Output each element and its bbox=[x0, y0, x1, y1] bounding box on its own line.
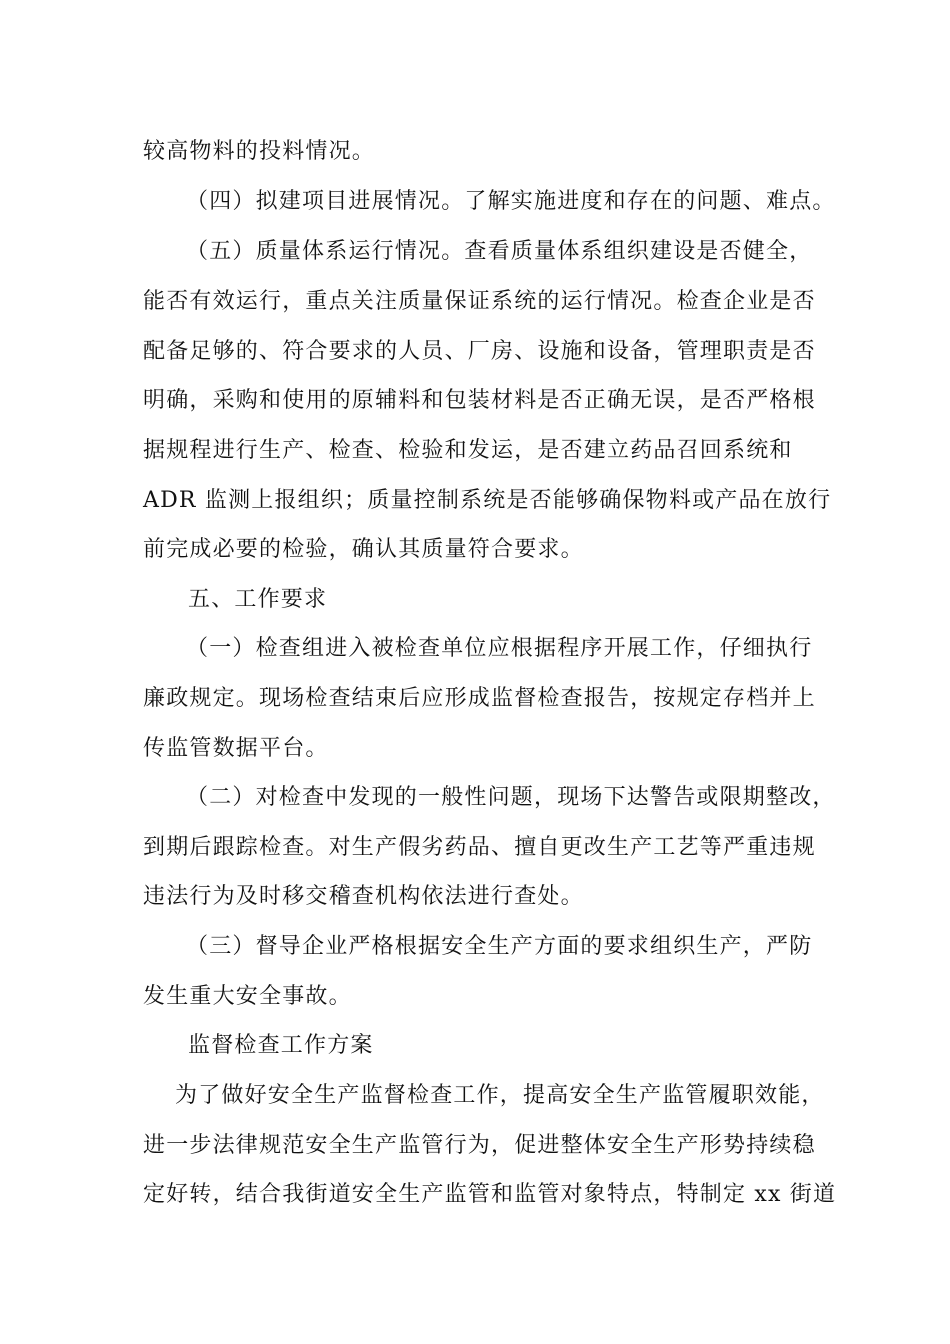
requirement-two-line: （二）对检查中发现的一般性问题，现场下达警告或限期整改， bbox=[186, 785, 836, 810]
body-text-line: 能否有效运行，重点关注质量保证系统的运行情况。检查企业是否 bbox=[143, 289, 816, 314]
body-text-line: 到期后跟踪检查。对生产假劣药品、擅自更改生产工艺等严重违规 bbox=[143, 835, 816, 860]
body-text-line: 据规程进行生产、检查、检验和发运，是否建立药品召回系统和 bbox=[143, 438, 793, 463]
body-text-line: 廉政规定。现场检查结束后应形成监督检查报告，按规定存档并上 bbox=[143, 686, 816, 711]
requirement-one-line: （一）检查组进入被检查单位应根据程序开展工作，仔细执行 bbox=[186, 636, 813, 661]
body-text-line: 前完成必要的检验，确认其质量符合要求。 bbox=[143, 537, 584, 562]
body-text-line: 配备足够的、符合要求的人员、厂房、设施和设备，管理职责是否 bbox=[143, 339, 816, 364]
requirement-three-line: （三）督导企业严格根据安全生产方面的要求组织生产，严防 bbox=[186, 934, 813, 959]
body-text-line: 发生重大安全事故。 bbox=[143, 984, 352, 1009]
section-four-heading: （四）拟建项目进展情况。了解实施进度和存在的问题、难点。 bbox=[186, 189, 836, 214]
body-text-line: 传监管数据平台。 bbox=[143, 736, 329, 761]
body-text-line: ADR 监测上报组织；质量控制系统是否能够确保物料或产品在放行 bbox=[143, 488, 832, 513]
body-text-line: 定好转，结合我街道安全生产监管和监管对象特点，特制定 xx 街道 bbox=[143, 1182, 837, 1207]
work-requirements-heading: 五、工作要求 bbox=[188, 587, 328, 612]
body-text-line: 明确，采购和使用的原辅料和包装材料是否正确无误，是否严格根 bbox=[143, 388, 816, 413]
body-text-line: 较高物料的投料情况。 bbox=[143, 139, 376, 164]
plan-title: 监督检查工作方案 bbox=[188, 1033, 374, 1058]
body-text-line: 违法行为及时移交稽查机构依法进行查处。 bbox=[143, 884, 584, 909]
section-five-heading: （五）质量体系运行情况。查看质量体系组织建设是否健全， bbox=[186, 239, 813, 264]
body-text-line: 进一步法律规范安全生产监管行为，促进整体安全生产形势持续稳 bbox=[143, 1133, 816, 1158]
plan-intro-line: 为了做好安全生产监督检查工作，提高安全生产监管履职效能， bbox=[175, 1083, 825, 1108]
